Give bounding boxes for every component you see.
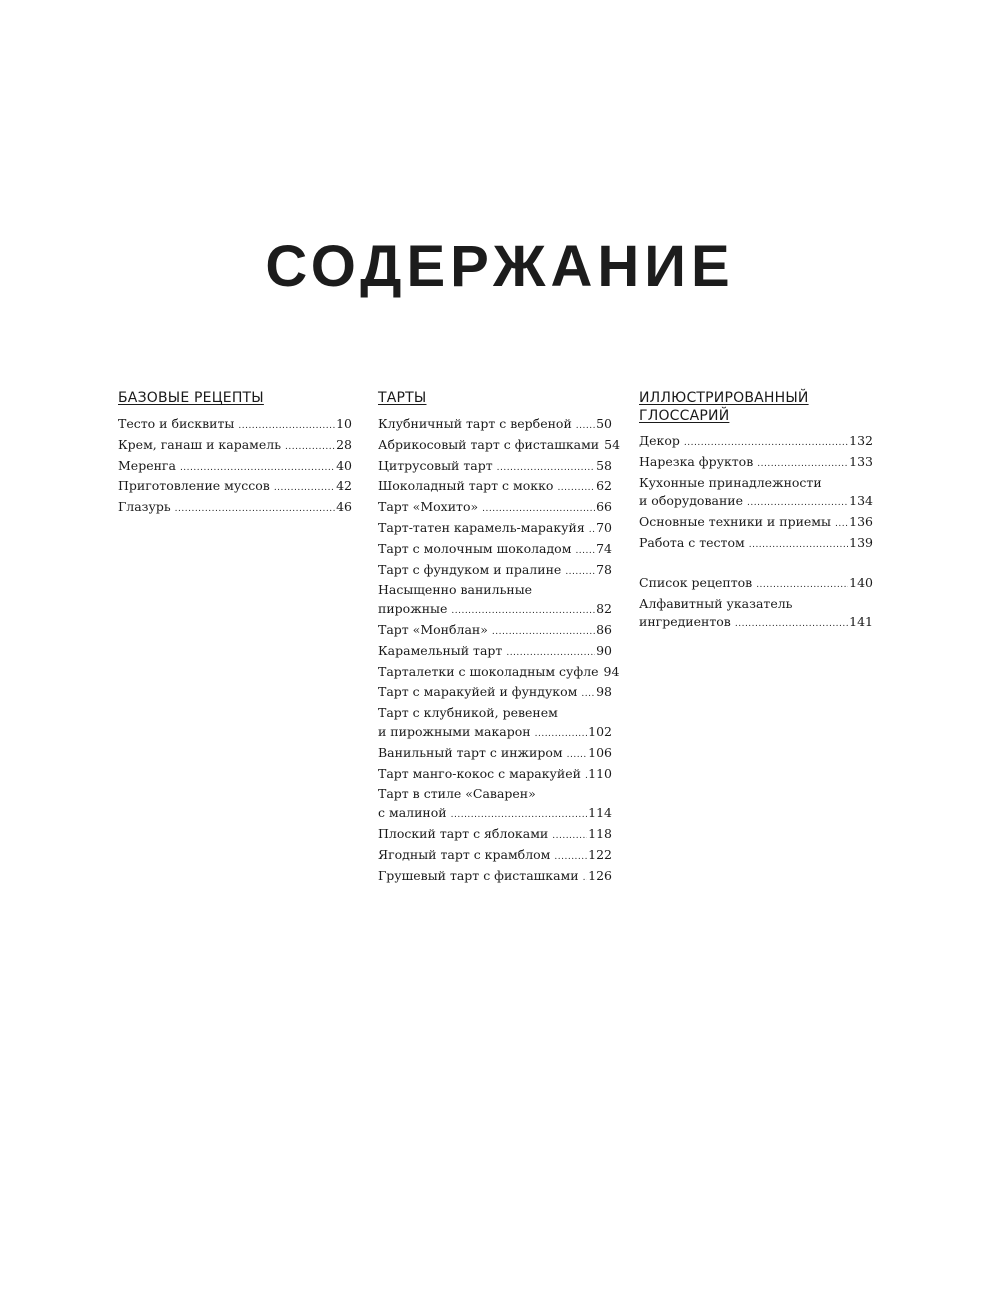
page-number: 46 — [336, 499, 352, 515]
toc-entry[interactable]: Тарт «Мохито» ..... 66 — [378, 498, 612, 519]
toc-entry[interactable]: Нарезка фруктов ..... 133 — [639, 453, 873, 474]
toc-entry[interactable]: Тарт с молочным шоколадом ..... 74 — [378, 540, 612, 561]
page-number: 94 — [603, 663, 620, 679]
page-number: 140 — [849, 574, 873, 590]
toc-entry[interactable]: Плоский тарт с яблоками ..... 118 — [378, 825, 612, 846]
page-number: 90 — [596, 642, 612, 658]
toc-entry[interactable]: Работа с тестом ..... 139 — [639, 534, 873, 555]
toc-entry[interactable]: Глазурь ..... 46 — [118, 498, 352, 519]
toc-list — [118, 415, 352, 519]
toc-entry[interactable]: Ягодный тарт с крамблом ..... 122 — [378, 846, 612, 867]
toc-entry[interactable]: Крем, ганаш и карамель ..... 28 — [118, 436, 352, 457]
page-number: 102 — [588, 723, 612, 739]
page-number: 40 — [336, 457, 352, 473]
page-number: 28 — [336, 436, 352, 452]
page-number: 133 — [849, 453, 873, 469]
toc-entry[interactable]: Тарт с клубникой, ревенем и пирожными макарон ..... 102 — [378, 704, 612, 744]
page-number: 62 — [596, 478, 612, 494]
toc-entry[interactable]: Тарт манго-кокос с маракуйей ..... 110 — [378, 765, 612, 786]
toc-entry[interactable]: Кухонные принадлежности и оборудование ..... 134 — [639, 474, 873, 514]
toc-entry[interactable]: Насыщенно ванильные пирожные ..... 82 — [378, 581, 612, 621]
page-number: 42 — [336, 478, 352, 494]
page-number: 114 — [588, 805, 612, 821]
section-heading-glossary: ИЛЛЮСТРИРОВАННЫЙ ГЛОССАРИЙ — [639, 390, 809, 424]
page-number: 86 — [596, 621, 612, 637]
toc-entry[interactable]: Список рецептов ..... 140 — [639, 574, 873, 595]
page-number: 74 — [596, 540, 612, 556]
page-number: 106 — [588, 744, 612, 760]
toc-entry[interactable]: Тарт с фундуком и пралине ..... 78 — [378, 561, 612, 582]
toc-list — [378, 415, 621, 887]
page-number: 141 — [849, 614, 873, 630]
page-number: 134 — [849, 493, 873, 509]
page-number: 54 — [604, 436, 621, 452]
page-number: 126 — [588, 867, 612, 883]
toc-entry[interactable]: Меренга ..... 40 — [118, 457, 352, 478]
page-number: 98 — [596, 684, 612, 700]
section-heading-basic-recipes: БАЗОВЫЕ РЕЦЕПТЫ — [118, 390, 264, 406]
toc-column-tarts — [378, 389, 621, 887]
toc-list — [639, 432, 873, 555]
toc-entry[interactable]: Декор ..... 132 — [639, 432, 873, 453]
page-number: 118 — [588, 825, 612, 841]
section-heading-tarts: ТАРТЫ — [378, 390, 427, 406]
page-number: 58 — [596, 457, 612, 473]
page-number: 66 — [596, 499, 612, 515]
page-number: 78 — [596, 561, 612, 577]
toc-entry[interactable]: Грушевый тарт с фисташками ..... 126 — [378, 867, 612, 888]
page-number: 139 — [849, 534, 873, 550]
toc-entry[interactable]: Основные техники и приемы ..... 136 — [639, 513, 873, 534]
page-number: 136 — [849, 514, 873, 530]
toc-entry[interactable]: Шоколадный тарт с мокко ..... 62 — [378, 477, 612, 498]
toc-list-extra — [639, 574, 873, 634]
toc-entry[interactable]: Тарт с маракуйей и фундуком ..... 98 — [378, 683, 612, 704]
page-title: СОДЕРЖАНИЕ — [265, 234, 735, 299]
page-number: 132 — [849, 433, 873, 448]
toc-entry[interactable]: Тарталетки с шоколадным суфле 94 — [378, 663, 612, 684]
toc-entry[interactable]: Тарт «Монблан» ..... 86 — [378, 621, 612, 642]
toc-entry[interactable]: Цитрусовый тарт ..... 58 — [378, 457, 612, 478]
page-number: 122 — [588, 846, 612, 862]
toc-column-glossary — [639, 389, 873, 634]
toc-entry[interactable]: Тарт-татен карамель-маракуйя ..... 70 — [378, 519, 612, 540]
page-number: 82 — [596, 601, 612, 617]
toc-column-basic-recipes — [118, 389, 352, 519]
toc-entry[interactable]: Ванильный тарт с инжиром ..... 106 — [378, 744, 612, 765]
toc-entry[interactable]: Приготовление муссов ..... 42 — [118, 477, 352, 498]
toc-entry[interactable]: Алфавитный указатель ингредиентов ..... 141 — [639, 595, 873, 635]
toc-entry[interactable]: Абрикосовый тарт с фисташками 54 — [378, 436, 612, 457]
page-number: 110 — [588, 765, 612, 781]
page-number: 70 — [596, 519, 612, 535]
toc-entry[interactable]: Карамельный тарт ..... 90 — [378, 642, 612, 663]
toc-entry[interactable]: Клубничный тарт с вербеной ..... 50 — [378, 415, 612, 436]
toc-entry[interactable]: Тарт в стиле «Саварен» с малиной ..... 114 — [378, 785, 612, 825]
page-number: 10 — [336, 416, 352, 431]
page-number: 50 — [596, 416, 612, 431]
toc-entry[interactable]: Тесто и бисквиты ..... 10 — [118, 415, 352, 436]
spacer — [639, 555, 873, 574]
